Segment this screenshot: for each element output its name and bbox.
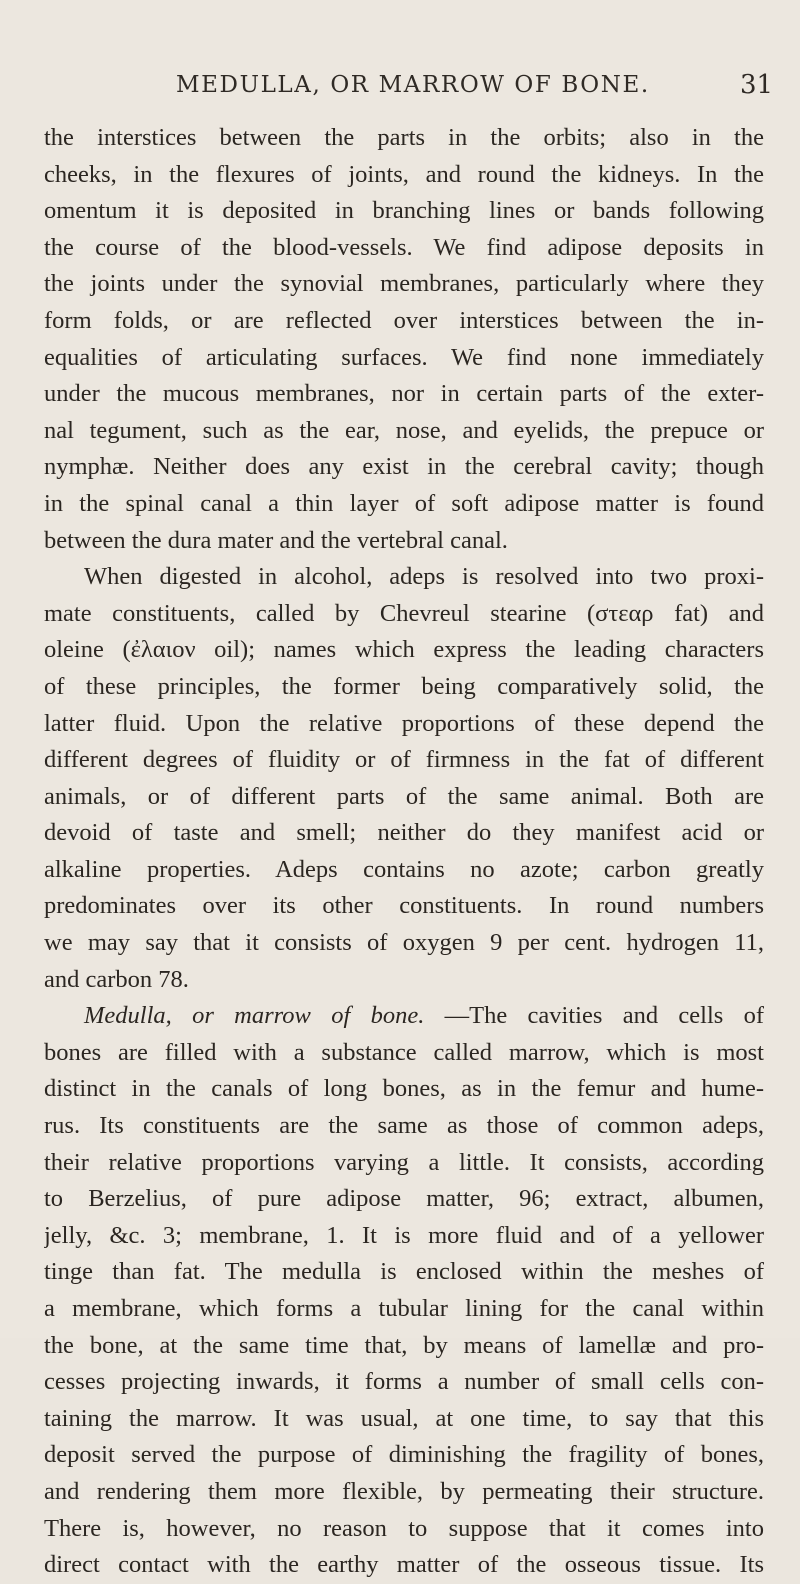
text-line: taining the marrow. It was usual, at one time, to say that this — [44, 1404, 764, 1432]
text-line: cheeks, in the flexures of joints, and round the kidneys. In the — [44, 160, 764, 188]
text-line: between the dura mater and the vertebral canal. — [44, 526, 508, 554]
text-line: omentum it is deposited in branching lines or bands following — [44, 197, 764, 225]
text-line: equalities of articulating surfaces. We find none immediately — [44, 343, 764, 371]
text-line: of these principles, the former being comparatively solid, the — [44, 672, 764, 700]
text-line: devoid of taste and smell; neither do they manifest acid or — [44, 819, 764, 847]
text-line: in the spinal canal a thin layer of soft adipose matter is found — [44, 489, 764, 517]
section-text: —The cavities and cells of — [444, 1002, 764, 1030]
body-text — [44, 120, 764, 1584]
text-line: cesses projecting inwards, it forms a number of small cells con- — [44, 1368, 764, 1396]
text-line: the bone, at the same time that, by means of lamellæ and pro- — [44, 1331, 764, 1359]
text-line: nal tegument, such as the ear, nose, and eyelids, the prepuce or — [44, 416, 764, 444]
text-line: the joints under the synovial membranes, particularly where they — [44, 270, 764, 298]
section-heading: Medulla, or marrow of bone. — [84, 1002, 425, 1030]
text-line: There is, however, no reason to suppose that it comes into — [44, 1514, 764, 1542]
text-line: alkaline properties. Adeps contains no azote; carbon greatly — [44, 855, 764, 883]
text-line: different degrees of fluidity or of firmness in the fat of different — [44, 746, 764, 774]
text-line: form folds, or are reflected over interstices between the in- — [44, 306, 764, 334]
text-line: rus. Its constituents are the same as those of common adeps, — [44, 1112, 764, 1140]
text-line: deposit served the purpose of diminishing the fragility of bones, — [44, 1441, 764, 1469]
text-line: bones are filled with a substance called marrow, which is most — [44, 1038, 764, 1066]
text-line: their relative proportions varying a little. It consists, according — [44, 1148, 764, 1176]
text-line: oleine (ἐλαιον oil); names which express the leading characters — [44, 636, 764, 664]
text-line: nymphæ. Neither does any exist in the cerebral cavity; though — [44, 453, 764, 481]
text-line: latter fluid. Upon the relative proportions of these depend the — [44, 709, 764, 737]
text-line: mate constituents, called by Chevreul stearine (στεαρ fat) and — [44, 599, 764, 627]
running-head: MEDULLA, OR MARROW OF BONE. — [176, 72, 650, 98]
text-line: direct contact with the earthy matter of the osseous tissue. Its — [44, 1551, 764, 1579]
page-number: 31 — [740, 70, 774, 100]
text-line: animals, or of different parts of the same animal. Both are — [44, 782, 764, 810]
text-line: we may say that it consists of oxygen 9 per cent. hydrogen 11, — [44, 929, 764, 957]
text-line: the course of the blood-vessels. We find adipose deposits in — [44, 233, 764, 261]
section-line — [44, 998, 764, 1035]
text-line: jelly, &c. 3; membrane, 1. It is more fluid and of a yellower — [44, 1221, 764, 1249]
text-line: and rendering them more flexible, by permeating their structure. — [44, 1477, 764, 1505]
text-line: the interstices between the parts in the orbits; also in the — [44, 124, 764, 151]
text-line: to Berzelius, of pure adipose matter, 96; extract, albumen, — [44, 1185, 764, 1213]
text-line: a membrane, which forms a tubular lining for the canal within — [44, 1295, 764, 1322]
text-line: and carbon 78. — [44, 965, 189, 993]
text-line: tinge than fat. The medulla is enclosed within the meshes of — [44, 1258, 764, 1286]
text-line: predominates over its other constituents. In round numbers — [44, 892, 764, 920]
text-line: When digested in alcohol, adeps is resolved into two proxi- — [84, 563, 764, 591]
text-line: distinct in the canals of long bones, as in the femur and hume- — [44, 1075, 764, 1103]
text-line: under the mucous membranes, nor in certain parts of the exter- — [44, 380, 764, 408]
